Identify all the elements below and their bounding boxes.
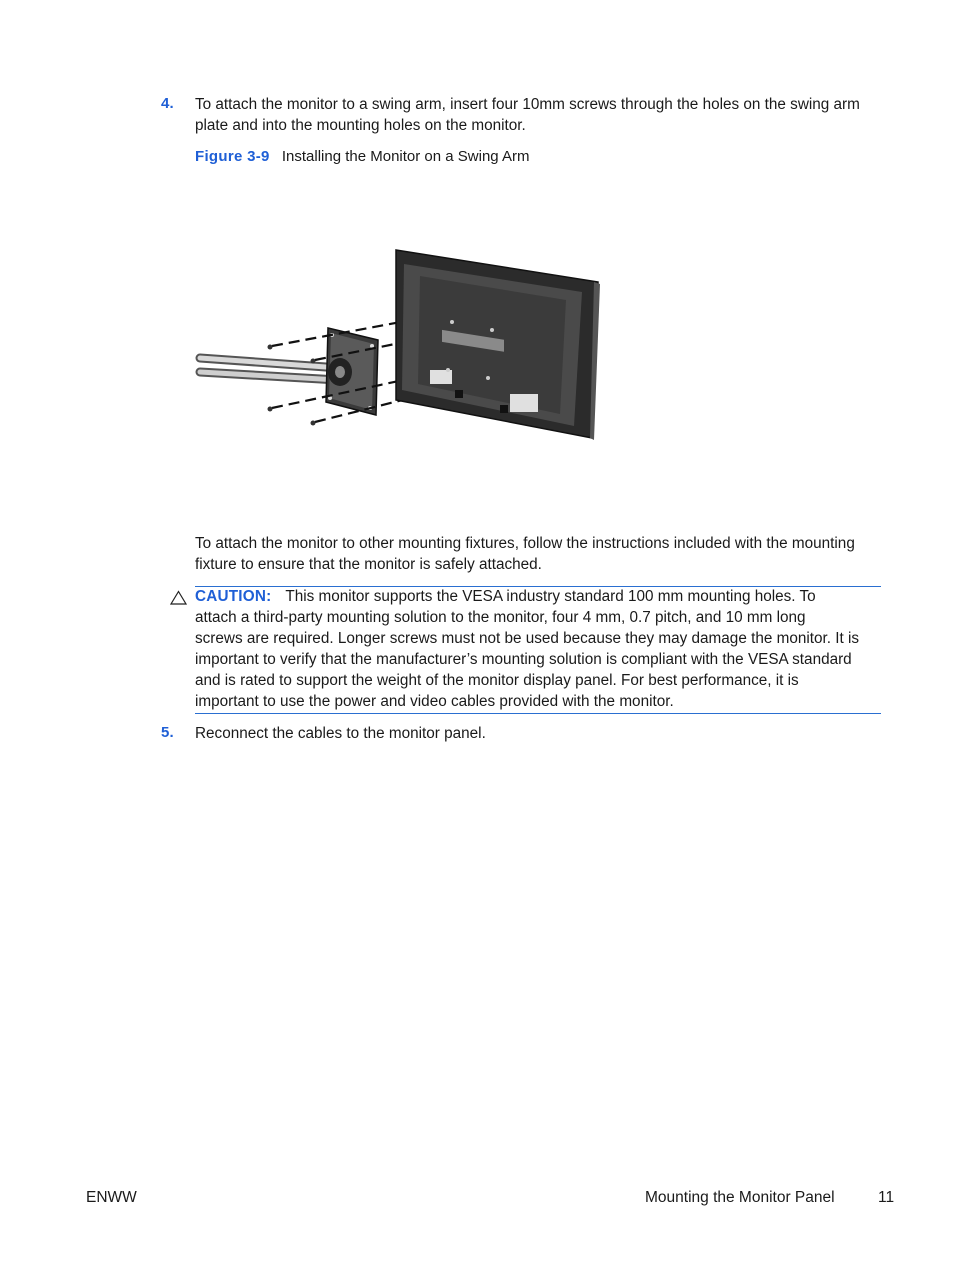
paragraph-line-1: To attach the monitor to other mounting fixtures, follow the instructions included with the mounting bbox=[195, 535, 855, 552]
monitor-back bbox=[396, 250, 600, 440]
screws bbox=[268, 345, 316, 426]
caution-line-1 bbox=[195, 586, 885, 607]
footer-section-title: Mounting the Monitor Panel bbox=[645, 1189, 835, 1206]
swing-arm-plate bbox=[326, 328, 378, 415]
step-4-line-2: plate and into the mounting holes on the monitor. bbox=[195, 117, 526, 134]
caution-line-1-text: This monitor supports the VESA industry standard 100 mm mounting holes. To bbox=[285, 588, 816, 605]
caution-line-5: and is rated to support the weight of the monitor display panel. For best performance, it is bbox=[195, 672, 799, 689]
caution-triangle-icon bbox=[170, 590, 187, 605]
mounting-fixture-paragraph bbox=[195, 533, 895, 575]
caution-label: CAUTION: bbox=[195, 588, 272, 605]
swing-arm-tubes bbox=[200, 358, 340, 380]
step-4-line-1: To attach the monitor to a swing arm, insert four 10mm screws through the holes on the swing arm bbox=[195, 96, 860, 113]
caution-line-6: important to use the power and video cables provided with the monitor. bbox=[195, 693, 674, 710]
paragraph-line-2: fixture to ensure that the monitor is safely attached. bbox=[195, 556, 542, 573]
caution-line-3: screws are required. Longer screws must not be used because they may damage the monitor. It is bbox=[195, 630, 860, 647]
footer-page-number: 11 bbox=[878, 1189, 895, 1206]
figure-caption bbox=[195, 147, 529, 167]
caution-line-2: attach a third-party mounting solution to the monitor, four 4 mm, 0.7 pitch, and 10 mm long bbox=[195, 609, 806, 626]
step-4-text bbox=[195, 94, 895, 136]
step-5-number: 5. bbox=[161, 724, 174, 741]
figure-label: Figure 3-9 bbox=[195, 148, 270, 165]
caution-line-4: important to verify that the manufacturer’s mounting solution is compliant with the VESA standard bbox=[195, 651, 852, 668]
swing-arm-illustration bbox=[190, 240, 610, 445]
caution-text bbox=[195, 586, 885, 712]
footer-left: ENWW bbox=[86, 1189, 137, 1206]
step-5-text: Reconnect the cables to the monitor panel. bbox=[195, 725, 486, 742]
figure-title: Installing the Monitor on a Swing Arm bbox=[281, 148, 530, 165]
step-4-number: 4. bbox=[161, 95, 174, 112]
